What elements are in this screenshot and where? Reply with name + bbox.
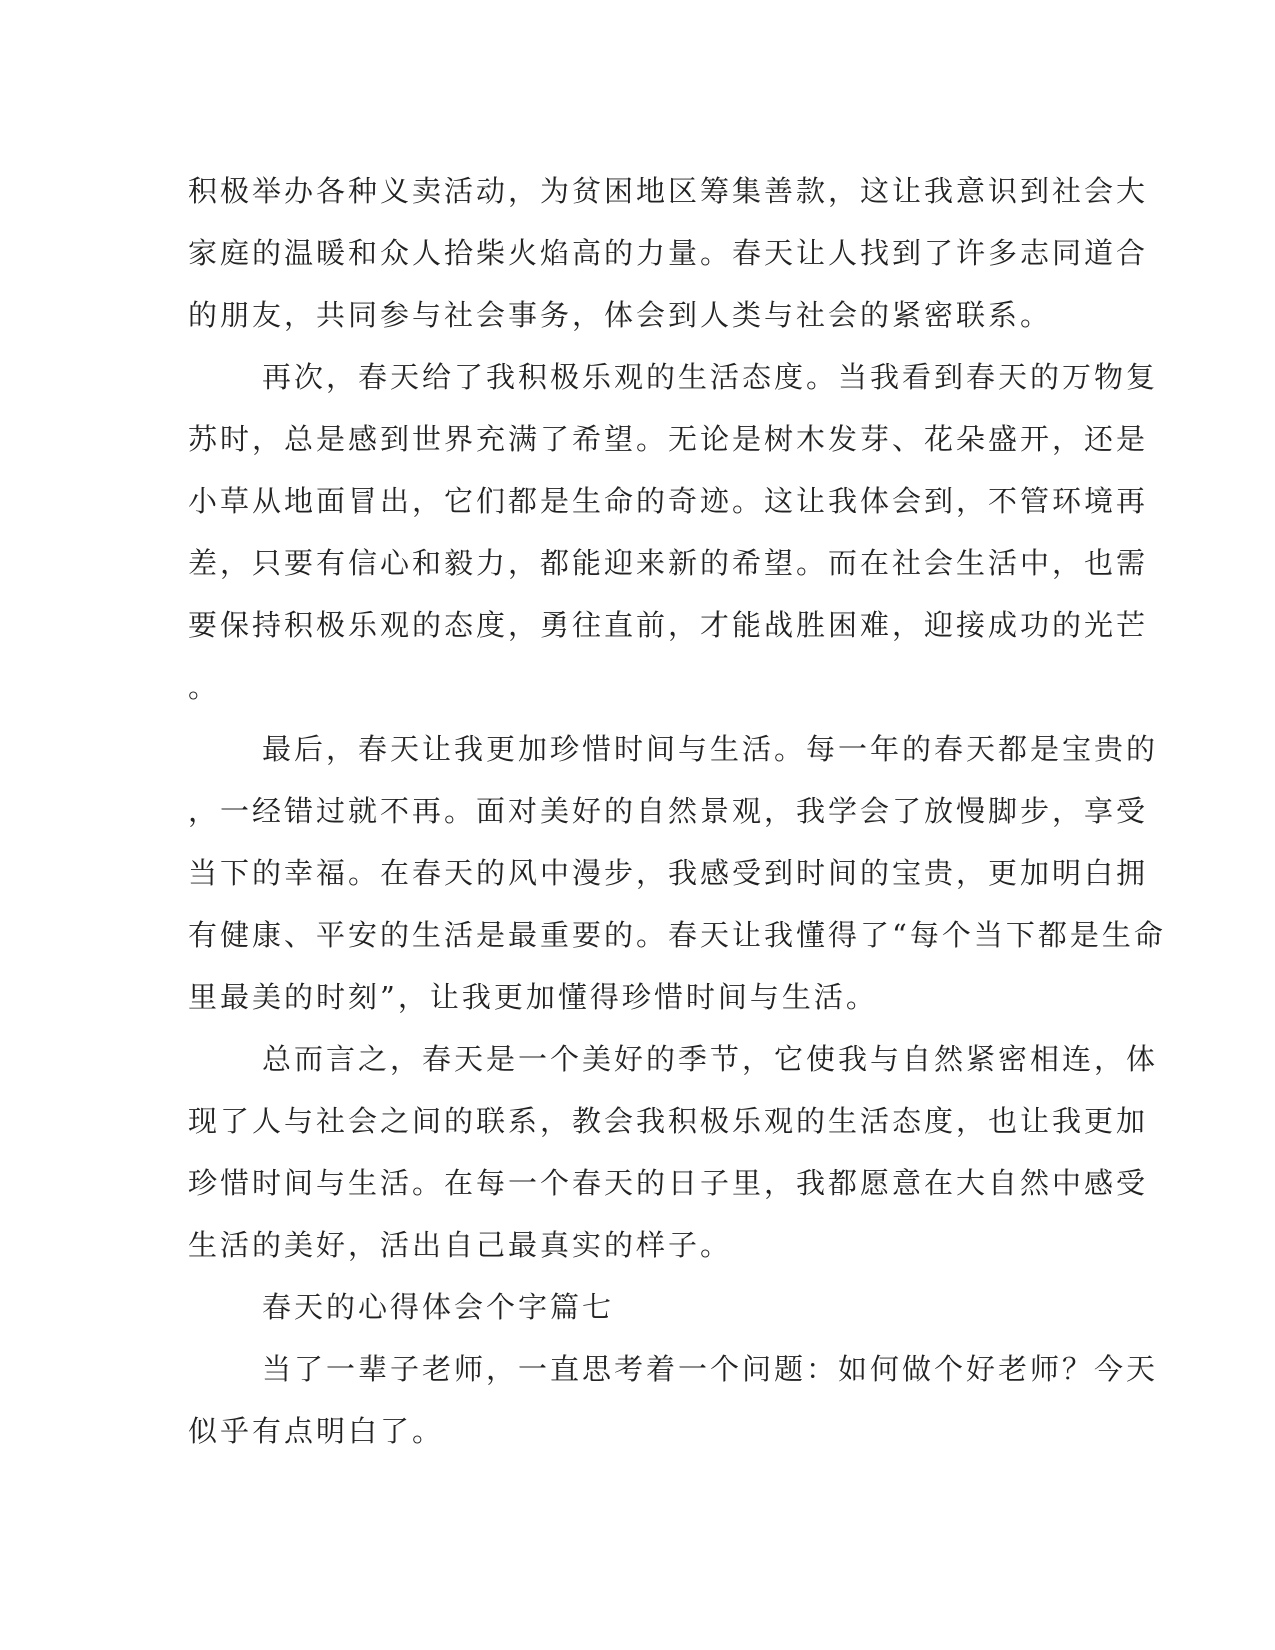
text-line: 苏时，总是感到世界充满了希望。无论是树木发芽、花朵盛开，还是 (188, 422, 1149, 456)
text-line: 差，只要有信心和毅力，都能迎来新的希望。而在社会生活中，也需 (188, 546, 1149, 580)
text-line: ，一经错过就不再。面对美好的自然景观，我学会了放慢脚步，享受 (188, 794, 1149, 828)
text-line: 小草从地面冒出，它们都是生命的奇迹。这让我体会到，不管环境再 (188, 484, 1149, 518)
text-line: 有健康、平安的生活是最重要的。春天让我懂得了“每个当下都是生命 (188, 918, 1166, 952)
document-body (188, 160, 1166, 1462)
text-line: 里最美的时刻”，让我更加懂得珍惜时间与生活。 (188, 980, 878, 1014)
text-line: 。 (188, 670, 221, 704)
text-line: 的朋友，共同参与社会事务，体会到人类与社会的紧密联系。 (188, 298, 1053, 332)
text-line: 现了人与社会之间的联系，教会我积极乐观的生活态度，也让我更加 (188, 1104, 1149, 1138)
paragraph-start-line: 再次，春天给了我积极乐观的生活态度。当我看到春天的万物复 (262, 360, 1159, 394)
text-line: 似乎有点明白了。 (188, 1414, 445, 1448)
text-line: 生活的美好，活出自己最真实的样子。 (188, 1228, 733, 1262)
text-line: 要保持积极乐观的态度，勇往直前，才能战胜困难，迎接成功的光芒 (188, 608, 1149, 642)
text-line: 家庭的温暖和众人拾柴火焰高的力量。春天让人找到了许多志同道合 (188, 236, 1149, 270)
text-line: 积极举办各种义卖活动，为贫困地区筹集善款，这让我意识到社会大 (188, 174, 1149, 208)
paragraph-start-line: 总而言之，春天是一个美好的季节，它使我与自然紧密相连，体 (262, 1042, 1159, 1076)
paragraph-start-line: 当了一辈子老师，一直思考着一个问题：如何做个好老师？今天 (262, 1352, 1159, 1386)
section-heading: 春天的心得体会个字篇七 (262, 1290, 615, 1324)
paragraph-start-line: 最后，春天让我更加珍惜时间与生活。每一年的春天都是宝贵的 (262, 732, 1159, 766)
text-line: 珍惜时间与生活。在每一个春天的日子里，我都愿意在大自然中感受 (188, 1166, 1149, 1200)
text-line: 当下的幸福。在春天的风中漫步，我感受到时间的宝贵，更加明白拥 (188, 856, 1149, 890)
